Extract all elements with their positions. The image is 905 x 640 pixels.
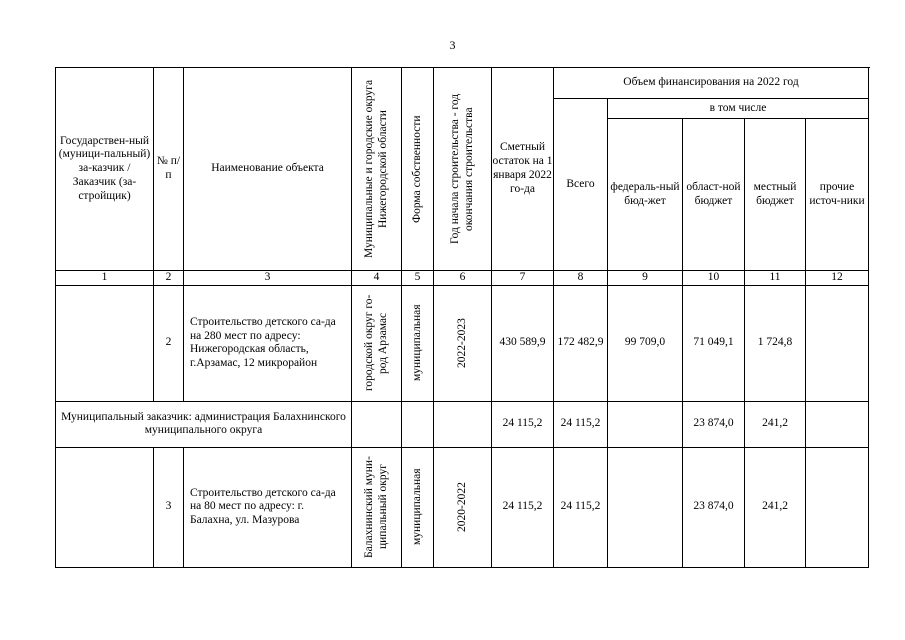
cell-total: 24 115,2 [554,401,608,447]
cell-estimate-rest: 24 115,2 [492,401,554,447]
cell-federal [608,401,683,447]
cell-years: 2022-2023 [434,285,492,401]
cell-regional: 23 874,0 [683,447,745,567]
header-total: Всего [554,99,608,271]
cell-estimate-rest: 430 589,9 [492,285,554,401]
cell-municipality [352,401,402,447]
cell-ownership: муниципальная [402,447,434,567]
cell-local: 241,2 [745,401,806,447]
cell-municipality: Балахнинский муни-ципальный округ [352,447,402,567]
cell-object-name: Строительство детского са-да на 80 мест по адресу: г. Балахна, ул. Мазурова [184,447,352,567]
col-num: 9 [608,271,683,286]
header-ownership: Форма собственности [402,68,434,271]
col-num: 3 [184,271,352,286]
funding-table [55,67,869,568]
header-object-name: Наименование объекта [184,68,352,271]
cell-federal [608,447,683,567]
header-funding-title: Объем финансирования на 2022 год [554,68,869,99]
page-number: 3 [449,38,456,52]
column-numbers-row [56,271,869,286]
cell-other [806,401,869,447]
header-years: Год начала строительства - год окончания строительства [434,68,492,271]
cell-group-label: Муниципальный заказчик: администрация Балахнинского муниципального округа [56,401,352,447]
cell-other [806,285,869,401]
col-num: 4 [352,271,402,286]
cell-customer [56,447,154,567]
cell-object-name: Строительство детского са-да на 280 мест по адресу: Нижегородская область, г.Арзамас, 12 микрорайон [184,285,352,401]
col-num: 10 [683,271,745,286]
header-estimate-rest: Сметный остаток на 1 января 2022 го-да [492,68,554,271]
cell-regional: 23 874,0 [683,401,745,447]
col-num: 7 [492,271,554,286]
cell-total: 24 115,2 [554,447,608,567]
header-customer: Государствен-ный (муници-пальный) за-казчик / Заказчик (за-стройщик) [56,68,154,271]
header-local: местный бюджет [745,119,806,271]
cell-ownership: муниципальная [402,285,434,401]
cell-regional: 71 049,1 [683,285,745,401]
cell-local: 1 724,8 [745,285,806,401]
header-row-no: № п/п [154,68,184,271]
col-num: 11 [745,271,806,286]
cell-local: 241,2 [745,447,806,567]
col-num: 8 [554,271,608,286]
col-num: 5 [402,271,434,286]
header-regional: област-ной бюджет [683,119,745,271]
col-num: 1 [56,271,154,286]
cell-years [434,401,492,447]
header-federal: федераль-ный бюд-жет [608,119,683,271]
header-municipality: Муниципальные и городские округа Нижегородской области [352,68,402,271]
cell-customer [56,285,154,401]
header-other: прочие источ-ники [806,119,869,271]
cell-row-no: 2 [154,285,184,401]
cell-ownership [402,401,434,447]
table-row [56,285,869,401]
header-incl: в том числе [608,99,869,119]
cell-years: 2020-2022 [434,447,492,567]
cell-estimate-rest: 24 115,2 [492,447,554,567]
cell-row-no: 3 [154,447,184,567]
table-row-group [56,401,869,447]
cell-other [806,447,869,567]
col-num: 2 [154,271,184,286]
col-num: 6 [434,271,492,286]
cell-municipality: городской округ го-род Арзамас [352,285,402,401]
table-row [56,447,869,567]
cell-total: 172 482,9 [554,285,608,401]
cell-federal: 99 709,0 [608,285,683,401]
col-num: 12 [806,271,869,286]
